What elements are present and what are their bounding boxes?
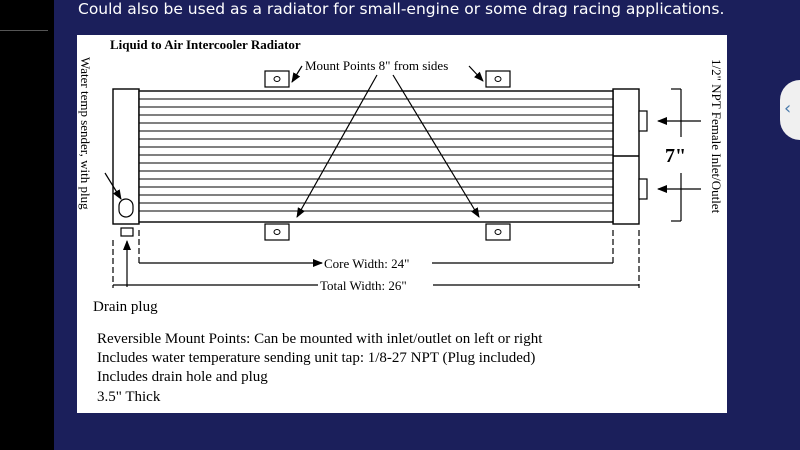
- npt-inlet-outlet-label: 1/2" NPT Female Inlet/Outlet: [709, 59, 724, 214]
- drain-plug-label: Drain plug: [93, 299, 158, 315]
- core-width-label: Core Width: 24": [324, 256, 410, 271]
- chevron-left-icon: ‹: [784, 98, 792, 119]
- note-line-4: 3.5" Thick: [97, 389, 161, 405]
- note-line-1: Reversible Mount Points: Can be mounted with inlet/outlet on left or right: [97, 331, 543, 347]
- main-content: [54, 0, 800, 450]
- bottom-left-mount-bracket: [265, 224, 289, 240]
- side-panel-handle[interactable]: [780, 80, 800, 140]
- water-temp-label: Water temp sender, with plug: [78, 57, 93, 210]
- radiator-core: [139, 91, 613, 222]
- mount-points-label: Mount Points 8" from sides: [305, 58, 449, 73]
- left-divider: [0, 30, 48, 31]
- note-line-2: Includes water temperature sending unit tap: 1/8-27 NPT (Plug included): [97, 350, 536, 366]
- water-temp-sender: [119, 199, 133, 217]
- intercooler-diagram-image: [77, 35, 727, 413]
- total-width-label: Total Width: 26": [320, 278, 407, 293]
- diagram-title: Liquid to Air Intercooler Radiator: [110, 37, 301, 52]
- top-right-mount-bracket: [486, 71, 510, 87]
- bottom-right-mount-bracket: [486, 224, 510, 240]
- upper-port: [639, 111, 647, 131]
- left-panel: [0, 0, 54, 450]
- height-dimension-label: 7": [665, 145, 687, 167]
- lower-port: [639, 179, 647, 199]
- drain-plug: [121, 228, 133, 236]
- note-line-3: Includes drain hole and plug: [97, 369, 268, 385]
- caption-text: Could also be used as a radiator for small-engine or some drag racing applications.: [78, 0, 725, 18]
- top-left-mount-bracket: [265, 71, 289, 87]
